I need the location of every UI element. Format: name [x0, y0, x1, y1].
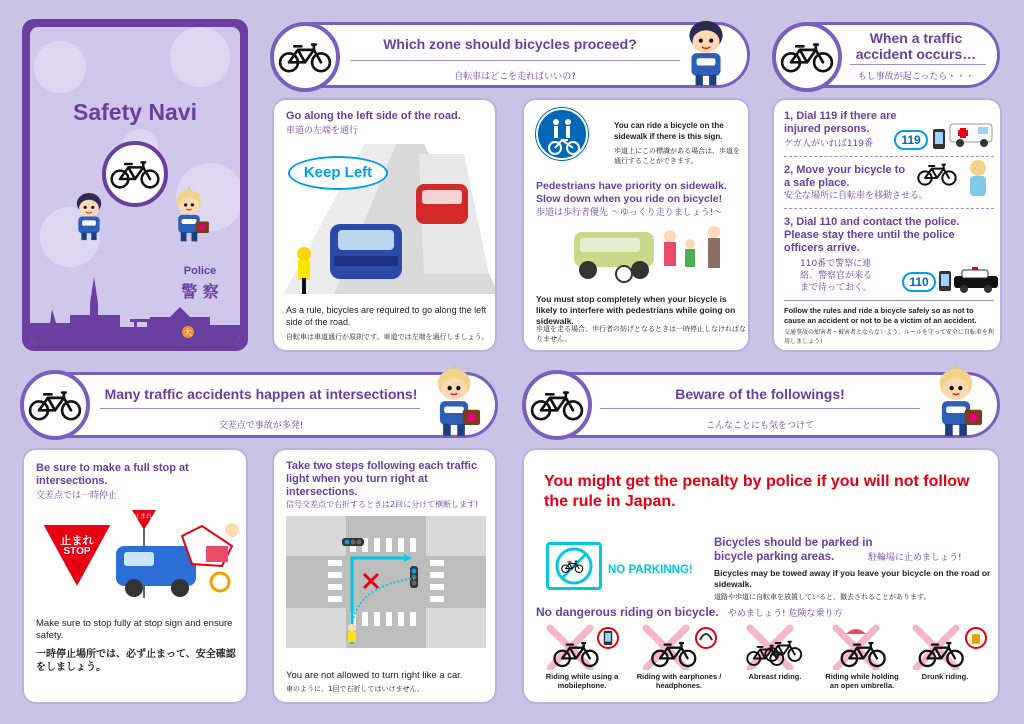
- intersections-title: Many traffic accidents happen at intersections!: [104, 386, 418, 402]
- accident-step2-jp: 安全な場所に自転車を移動させる。: [784, 191, 929, 201]
- zone-title: Which zone should bicycles proceed?: [383, 36, 637, 52]
- parked-body: Bicycles may be towed away if you leave your bicycle on the road or sidewalk.: [714, 568, 991, 589]
- person-icon: [962, 158, 994, 198]
- phone-riding-icon: [542, 624, 622, 670]
- keep-left-panel: [272, 98, 497, 352]
- pedestrian-bicycle-sign-icon: [536, 108, 588, 160]
- parked-heading: Bicycles should be parked in bicycle parking areas.: [714, 537, 873, 563]
- two-steps-panel: [272, 448, 497, 704]
- police-label: Police: [183, 265, 217, 277]
- bicycle-icon: [780, 41, 834, 73]
- accident-step1: 1, Dial 119 if there are injured persons.: [784, 110, 897, 135]
- stop-sidewalk-text: You must stop completely when your bicycle is likely to interfere with pedestrians while going on sidewalk.: [536, 294, 736, 326]
- parked-body-jp: 道路や歩道に自転車を放置していると、撤去されることがあります。: [714, 593, 931, 601]
- keep-left-body: As a rule, bicycles are required to go along the left side of the road.: [286, 305, 487, 327]
- accident-step3: 3, Dial 110 and contact the police. Please stay there until the police officers arrive.: [784, 216, 960, 254]
- stop-sign-text-en: STOP: [63, 546, 91, 557]
- bicycle-icon: [110, 159, 160, 189]
- dangerous-heading-jp: やめましょう! 危険な乗り方: [728, 609, 843, 619]
- badge-119: 119: [894, 130, 928, 150]
- accident-footer: Follow the rules and ride a bicycle safely so as not to cause an accident or not to be a victim of an accident.: [784, 306, 977, 325]
- dangerous-item: [820, 624, 904, 700]
- no-parking-label: NO PARKINNG!: [608, 564, 693, 576]
- two-steps-body: You are not allowed to turn right like a car.: [286, 670, 463, 681]
- sign-explanation-jp: 歩道上にこの標識がある場合は、歩道を通行することができます。: [614, 147, 740, 165]
- beware-subtitle: こんなことにも気をつけて: [705, 421, 814, 431]
- keep-left-heading: Go along the left side of the road.: [286, 110, 461, 122]
- phone-icon: [938, 270, 952, 292]
- police-mascot-icon: [680, 14, 732, 88]
- zone-bike-badge: [270, 22, 340, 92]
- cover-title: Safety Navi: [72, 99, 197, 125]
- dangerous-item: [740, 624, 810, 700]
- beware-title: Beware of the followings!: [675, 386, 845, 402]
- sign-explanation: You can ride a bicycle on the sidewalk if there is this sign.: [614, 121, 724, 141]
- cover-panel: [22, 19, 248, 351]
- full-stop-body: Make sure to stop fully at stop sign and ensure safety.: [36, 618, 233, 641]
- two-steps-heading: Take two steps following each traffic light when you turn right at intersections.: [286, 460, 478, 498]
- zone-subtitle: 自転車はどこを走ればいいの?: [454, 72, 576, 82]
- dangerous-item-label: Drunk riding.: [921, 672, 969, 681]
- police-mascot-icon: [168, 185, 210, 243]
- abreast-riding-icon: [740, 624, 810, 670]
- small-stop-sign-text: 止まれ: [133, 513, 152, 520]
- police-mascot-icon: [70, 187, 108, 243]
- keep-left-heading-jp: 車道の左端を通行: [286, 126, 359, 136]
- accident-step2: 2, Move your bicycle to a safe place.: [784, 164, 906, 189]
- beware-panel: [522, 448, 1000, 704]
- bicycle-icon: [28, 389, 82, 421]
- priority-heading-jp: 歩道は歩行者優先 〜ゆっくり走りましょう!〜: [536, 208, 723, 218]
- accident-title-line2: accident occurs…: [855, 46, 977, 62]
- bicycle-icon: [912, 162, 962, 186]
- two-steps-body-jp: 車のように、1回で右折してはいけません。: [286, 685, 424, 693]
- dangerous-item: [542, 624, 622, 700]
- stop-sign-text-jp: 止まれ: [60, 534, 94, 547]
- stop-sidewalk-text-jp: 歩道を走る場合、歩行者の妨げとなるときは一時停止しなければなりません。: [536, 325, 746, 343]
- cover-bike-badge: [102, 141, 168, 207]
- keep-left-bubble: Keep Left: [288, 156, 388, 190]
- priority-heading: Pedestrians have priority on sidewalk. Slow down when you ride on bicycle!: [536, 180, 727, 205]
- badge-110: 110: [902, 272, 936, 292]
- police-mascot-icon: [426, 362, 482, 438]
- accident-footer-jp: 交通事故の加害者・被害者とならないよう、ルールを守って安全に自転車を利用しましょう!: [784, 329, 994, 345]
- dangerous-item-label: Riding while using a mobilephone.: [545, 672, 619, 690]
- no-parking-icon: [546, 542, 602, 590]
- sidewalk-panel: [522, 98, 750, 352]
- intersection-diagram: [286, 516, 486, 648]
- full-stop-panel: [22, 448, 248, 704]
- bicycle-icon: [278, 41, 332, 73]
- beware-bike-badge: [522, 370, 592, 440]
- full-stop-body-jp: 一時停止場所では、必ず止まって、安全確認をしましょう。: [36, 649, 236, 673]
- phone-icon: [932, 128, 946, 150]
- earphones-riding-icon: [636, 624, 722, 670]
- ambulance-icon: [948, 118, 998, 148]
- keep-left-body-jp: 自転車は車道通行が原則です。車道では左端を通行しましょう。: [286, 333, 489, 341]
- accident-title-line1: When a traffic: [869, 30, 963, 46]
- dangerous-item-label: Riding with earphones / headphones.: [636, 672, 722, 690]
- accident-panel: [772, 98, 1002, 352]
- bicycle-icon: [530, 389, 584, 421]
- penalty-warning: You might get the penalty by police if you will not follow the rule in Japan.: [544, 473, 970, 510]
- police-mascot-icon: [928, 362, 984, 438]
- dangerous-item-label: Riding while holding an open umbrella.: [825, 672, 899, 690]
- dangerous-item-label: Abreast riding.: [748, 672, 802, 681]
- umbrella-riding-icon: [820, 624, 904, 670]
- sidewalk-illustration: [564, 222, 744, 287]
- dangerous-item: [636, 624, 722, 700]
- cover-sign-char: 大: [184, 328, 192, 337]
- police-car-icon: [952, 266, 1000, 294]
- dangerous-item: [910, 624, 994, 700]
- drunk-riding-icon: [910, 624, 994, 670]
- intersections-subtitle: 交差点で事故が多発!: [218, 421, 304, 431]
- police-label-jp: 警 察: [181, 282, 219, 301]
- accident-bike-badge: [772, 22, 842, 92]
- full-stop-heading: Be sure to make a full stop at intersections.: [36, 462, 189, 487]
- accident-step1-jp: ケガ人がいれば119番: [784, 139, 873, 149]
- dangerous-heading: No dangerous riding on bicycle.: [536, 605, 719, 619]
- two-steps-heading-jp: 信号交差点で右折するときは2回に分けて横断します!: [286, 500, 479, 509]
- accident-subtitle: もし事故が起こったら・・・: [857, 72, 975, 82]
- parked-heading-jp: 駐輪場に止めましょう!: [868, 553, 962, 563]
- accident-step3-jp: 110番で警察に連絡。警察官が来るまで待っておく。: [800, 259, 873, 293]
- full-stop-heading-jp: 交差点では一時停止: [36, 491, 118, 501]
- intersections-bike-badge: [20, 370, 90, 440]
